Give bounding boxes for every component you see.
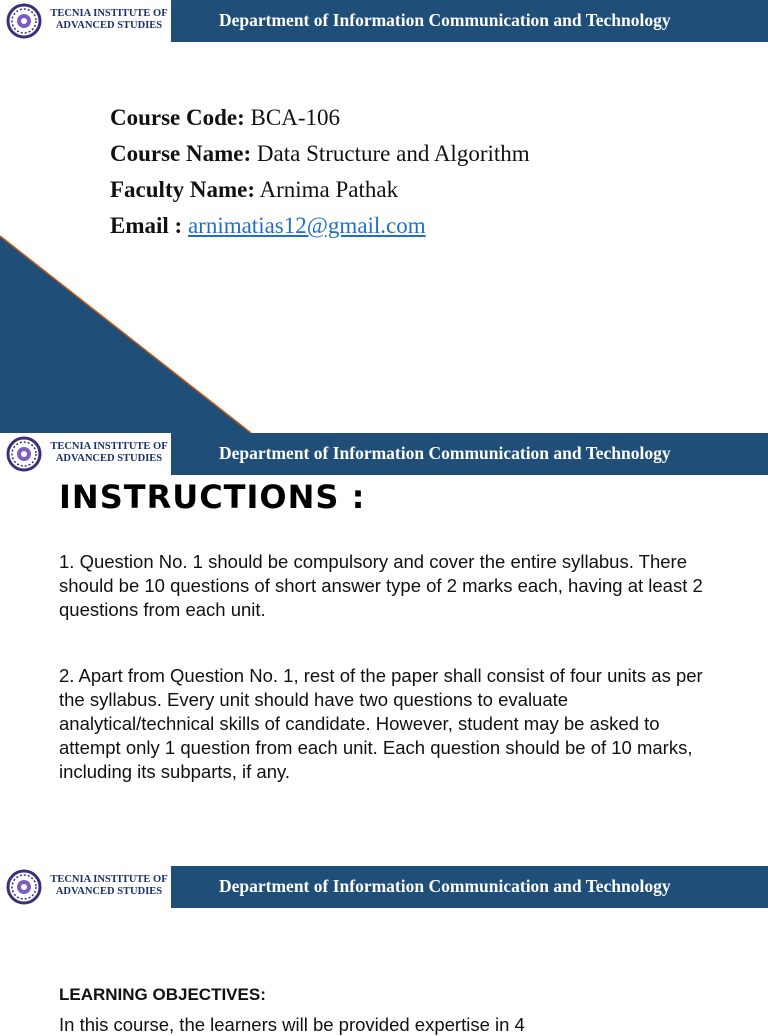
institute-name: [48, 8, 170, 32]
institute-seal-icon: [2, 3, 46, 39]
email-link[interactable]: arnimatias12@gmail.com: [187, 213, 426, 238]
institute-name-line2: ADVANCED STUDIES: [55, 886, 163, 897]
course-code-label: Course Code:: [110, 105, 245, 130]
institute-name-line1: TECNIA INSTITUTE OF: [50, 441, 168, 452]
institute-logo: [0, 866, 171, 908]
slide-course-info: [0, 0, 768, 433]
department-title: Department of Information Communication and Technology: [219, 876, 671, 896]
department-title: Department of Information Communication and Technology: [219, 10, 671, 30]
course-details: [110, 100, 530, 244]
institute-name-line1: TECNIA INSTITUTE OF: [50, 8, 168, 19]
department-title: Department of Information Communication and Technology: [219, 443, 671, 463]
institute-seal-icon: [2, 436, 46, 472]
department-bar: [171, 866, 768, 908]
instructions-title: INSTRUCTIONS :: [59, 478, 366, 516]
learning-objectives-title: LEARNING OBJECTIVES:: [59, 985, 266, 1004]
course-code-line: [110, 100, 530, 136]
course-name-label: Course Name:: [110, 141, 252, 166]
institute-name-line2: ADVANCED STUDIES: [55, 453, 163, 464]
faculty-value: Arnima Pathak: [255, 177, 399, 202]
course-code-value: BCA-106: [244, 105, 340, 130]
institute-name-line1: TECNIA INSTITUTE OF: [50, 874, 168, 885]
slide-instructions: [0, 433, 768, 866]
institute-name-line2: ADVANCED STUDIES: [55, 20, 163, 31]
slide-learning-objectives: [0, 866, 768, 1035]
instruction-paragraph-2: 2. Apart from Question No. 1, rest of the paper shall consist of four units as per the syllabus. Every unit should have two questions to evaluate analytical/technical skills of candidate. However, student may be asked to attempt only 1 question from each unit. Each question should be of 10 marks, including its subparts, if any.: [59, 665, 703, 782]
course-name-value: Data Structure and Algorithm: [251, 141, 530, 166]
email-line: [110, 208, 530, 244]
department-bar: [171, 433, 768, 475]
course-name-line: [110, 136, 530, 172]
email-label: Email :: [110, 213, 183, 238]
instruction-paragraph-1: 1. Question No. 1 should be compulsory and cover the entire syllabus. There should be 10 questions of short answer type of 2 marks each, having at least 2 questions from each unit.: [59, 551, 703, 620]
faculty-line: [110, 172, 530, 208]
slide-header: [0, 866, 768, 908]
slide-header: [0, 433, 768, 475]
institute-name: [48, 874, 170, 898]
institute-name: [48, 441, 170, 465]
department-bar: [171, 0, 768, 42]
institute-logo: [0, 0, 171, 42]
slide-header: [0, 0, 768, 42]
institute-seal-icon: [2, 869, 46, 905]
institute-logo: [0, 433, 171, 475]
faculty-label: Faculty Name:: [110, 177, 255, 202]
learning-objectives-text: In this course, the learners will be provided expertise in 4: [59, 1014, 525, 1035]
